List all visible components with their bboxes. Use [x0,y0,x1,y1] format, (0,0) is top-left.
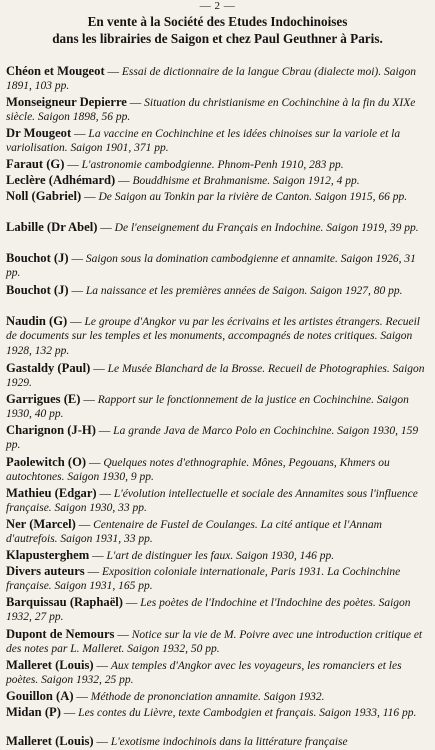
entry-author: Paolewitch (O) [6,455,87,469]
entry-text: Essai de dictionnaire de la langue Cbrau (dialecte moi). Saigon 1891, 103 pp. [6,66,416,93]
bibliography-entry: Bouchot (J) — La naissance et les premières années de Saigon. Saigon 1927, 80 pp. [6,283,403,297]
entry-author: Bouchot (J) [6,283,69,297]
bibliography-entry: Gouillon (A) — Méthode de prononciation annamite. Saigon 1932. [6,689,325,703]
entry-author: Noll (Gabriel) [6,189,82,203]
bibliography-entry: Leclère (Adhémard) — Bouddhisme et Brahmanisme. Saigon 1912, 4 pp. [6,173,360,187]
entry-text: La naissance et les premières années de Saigon. Saigon 1927, 80 pp. [85,285,403,297]
bibliography-entry: Chéon et Mougeot — Essai de dictionnaire de la langue Cbrau (dialecte moi). Saigon 1891, 103 pp. [6,64,416,93]
entry-author: Mathieu (Edgar) [6,486,97,500]
entry-author: Chéon et Mougeot [6,64,105,78]
entry-text: Les contes du Lièvre, texte Cambodgien et français. Saigon 1933, 116 pp. [78,707,417,719]
bibliography-entry: Klapusterghem — L'art de distinguer les faux. Saigon 1930, 146 pp. [6,548,335,562]
bibliography-entry: Naudin (G) — Le groupe d'Angkor vu par les écrivains et les artistes étrangers. Recueil de documents sur les temples et les monuments, accompagnés de notes critiques. Saigon 1928, 132 pp. [6,314,420,357]
bibliography-entry: Dupont de Nemours — Notice sur la vie de M. Poivre avec une introduction critique et des notes par L. Malleret. Saigon 1932, 50 pp. [6,627,423,656]
entry-text: L'art de distinguer les faux. Saigon 1930, 146 pp. [106,550,335,562]
entry-text: De l'enseignement du Français en Indochine. Saigon 1919, 39 pp. [114,222,419,234]
entry-text: Situation du christianisme en Cochinchine à la fin du XIXe siècle. Saigon 1898, 56 pp. [6,97,416,124]
entry-author: Faraut (G) [6,157,65,171]
entry-author: Dr Mougeot [6,126,72,140]
entry-text: Le Musée Blanchard de la Brosse. Recueil de Photographies. Saigon 1929. [6,363,425,390]
entry-author: Monseigneur Depierre [6,95,127,109]
bibliography-entry: Faraut (G) — L'astronomie cambodgienne. Phnom-Penh 1910, 283 pp. [6,157,344,171]
bibliography-entry: Gastaldy (Paul) — Le Musée Blanchard de la Brosse. Recueil de Photographies. Saigon 1929. [6,361,425,390]
entry-text: Aux temples d'Angkor avec les voyageurs, les romanciers et les poètes. Saigon 1932, 25 pp. [6,660,402,687]
page-header [0,13,435,47]
bibliography-entry: Ner (Marcel) — Centenaire de Fustel de Coulanges. La cité antique et l'Annam d'autrefois. Saigon 1931, 33 pp. [6,517,382,546]
entry-author: Charignon (J-H) [6,423,96,437]
bibliography-entry: Paolewitch (O) — Quelques notes d'ethnographie. Mônes, Pegouans, Khmers ou autochtones. Saigon 1930, 9 pp. [6,455,390,484]
bibliography-entry: Midan (P) — Les contes du Lièvre, texte Cambodgien et français. Saigon 1933, 116 pp. [6,705,417,719]
bibliography-entry: Bouchot (J) — Saigon sous la domination cambodgienne et annamite. Saigon 1926, 31 pp. [6,251,416,280]
entry-text: Exposition coloniale internationale, Paris 1931. La Cochinchine française. Saigon 1931, 165 pp. [6,566,401,593]
entry-author: Bouchot (J) [6,251,69,265]
entry-text: Centenaire de Fustel de Coulanges. La cité antique et l'Annam d'autrefois. Saigon 1931, 33 pp. [6,519,382,546]
entry-text: Bouddhisme et Brahmanisme. Saigon 1912, 4 pp. [132,175,360,187]
bibliography-entry: Charignon (J-H) — La grande Java de Marco Polo en Cochinchine. Saigon 1930, 159 pp. [6,423,419,452]
entry-text: Quelques notes d'ethnographie. Mônes, Pegouans, Khmers ou autochtones. Saigon 1930, 9 pp. [6,457,390,484]
entry-text: La grande Java de Marco Polo en Cochinchine. Saigon 1930, 159 pp. [6,425,419,452]
entry-text: La vaccine en Cochinchine et les idées chinoises sur la variole et la variolisation. Saigon 1901, 371 pp. [6,128,401,155]
entry-text: Notice sur la vie de M. Poivre avec une introduction critique et des notes par L. Malleret. Saigon 1932, 50 pp. [6,629,423,656]
bibliography-entry: Labille (Dr Abel) — De l'enseignement du Français en Indochine. Saigon 1919, 39 pp. [6,220,419,234]
entry-author: Labille (Dr Abel) [6,220,98,234]
bibliography-entry: Garrigues (E) — Rapport sur le fonctionnement de la justice en Cochinchine. Saigon 1930, 40 pp. [6,392,409,421]
entry-author: Divers auteurs [6,564,85,578]
entry-author: Garrigues (E) [6,392,81,406]
entry-author: Leclère (Adhémard) [6,173,116,187]
header-line-2: dans les librairies de Saigon et chez Paul Geuthner à Paris. [52,31,383,46]
entry-author: Gouillon (A) [6,689,74,703]
page-folio: — 2 — [199,0,236,12]
entry-author: Klapusterghem [6,548,90,562]
entry-text: L'astronomie cambodgienne. Phnom-Penh 1910, 283 pp. [81,159,344,171]
header-line-1: En vente à la Société des Etudes Indochinoises [87,14,348,29]
entry-text: L'évolution intellectuelle et sociale des Annamites sous l'influence française. Saigon 1930, 33 pp. [6,488,418,515]
entry-text: Rapport sur le fonctionnement de la justice en Cochinchine. Saigon 1930, 40 pp. [6,394,409,421]
bibliography-entry: Malleret (Louis) — Aux temples d'Angkor avec les voyageurs, les romanciers et les poètes. Saigon 1932, 25 pp. [6,658,402,687]
bibliography-entry: Dr Mougeot — La vaccine en Cochinchine et les idées chinoises sur la variole et la variolisation. Saigon 1901, 371 pp. [6,126,401,155]
entry-author: Barquissau (Raphaël) [6,595,123,609]
entry-text: De Saigon au Tonkin par la rivière de Canton. Saigon 1915, 66 pp. [98,191,408,203]
bibliography-entry: Divers auteurs — Exposition coloniale internationale, Paris 1931. La Cochinchine française. Saigon 1931, 165 pp. [6,564,401,593]
bibliography-entry: Monseigneur Depierre — Situation du christianisme en Cochinchine à la fin du XIXe siècle. Saigon 1898, 56 pp. [6,95,416,124]
entry-author: Midan (P) [6,705,61,719]
bibliography-entry: Mathieu (Edgar) — L'évolution intellectuelle et sociale des Annamites sous l'influence française. Saigon 1930, 33 pp. [6,486,418,515]
entry-text: Saigon sous la domination cambodgienne et annamite. Saigon 1926, 31 pp. [6,253,416,280]
entry-author: Gastaldy (Paul) [6,361,91,375]
entry-text: Méthode de prononciation annamite. Saigon 1932. [90,691,325,703]
entry-text: Les poètes de l'Indochine et l'Indochine des poètes. Saigon 1932, 27 pp. [6,597,411,624]
bibliography-entry: Malleret (Louis) — L'exotisme indochinois dans la littérature française [6,734,348,748]
entry-author: Malleret (Louis) [6,734,94,748]
entry-author: Ner (Marcel) [6,517,76,531]
entry-author: Naudin (G) [6,314,68,328]
entry-text: L'exotisme indochinois dans la littérature française [110,736,348,748]
entry-author: Dupont de Nemours [6,627,115,641]
entry-text: Le groupe d'Angkor vu par les écrivains et les artistes étrangers. Recueil de documents sur les temples et les monuments, accompagnés de notes critiques. Saigon 1928, 132 pp. [6,316,420,357]
bibliography-entry: Barquissau (Raphaël) — Les poètes de l'Indochine et l'Indochine des poètes. Saigon 1932, 27 pp. [6,595,411,624]
entry-author: Malleret (Louis) [6,658,94,672]
bibliography-entry: Noll (Gabriel) — De Saigon au Tonkin par la rivière de Canton. Saigon 1915, 66 pp. [6,189,408,203]
